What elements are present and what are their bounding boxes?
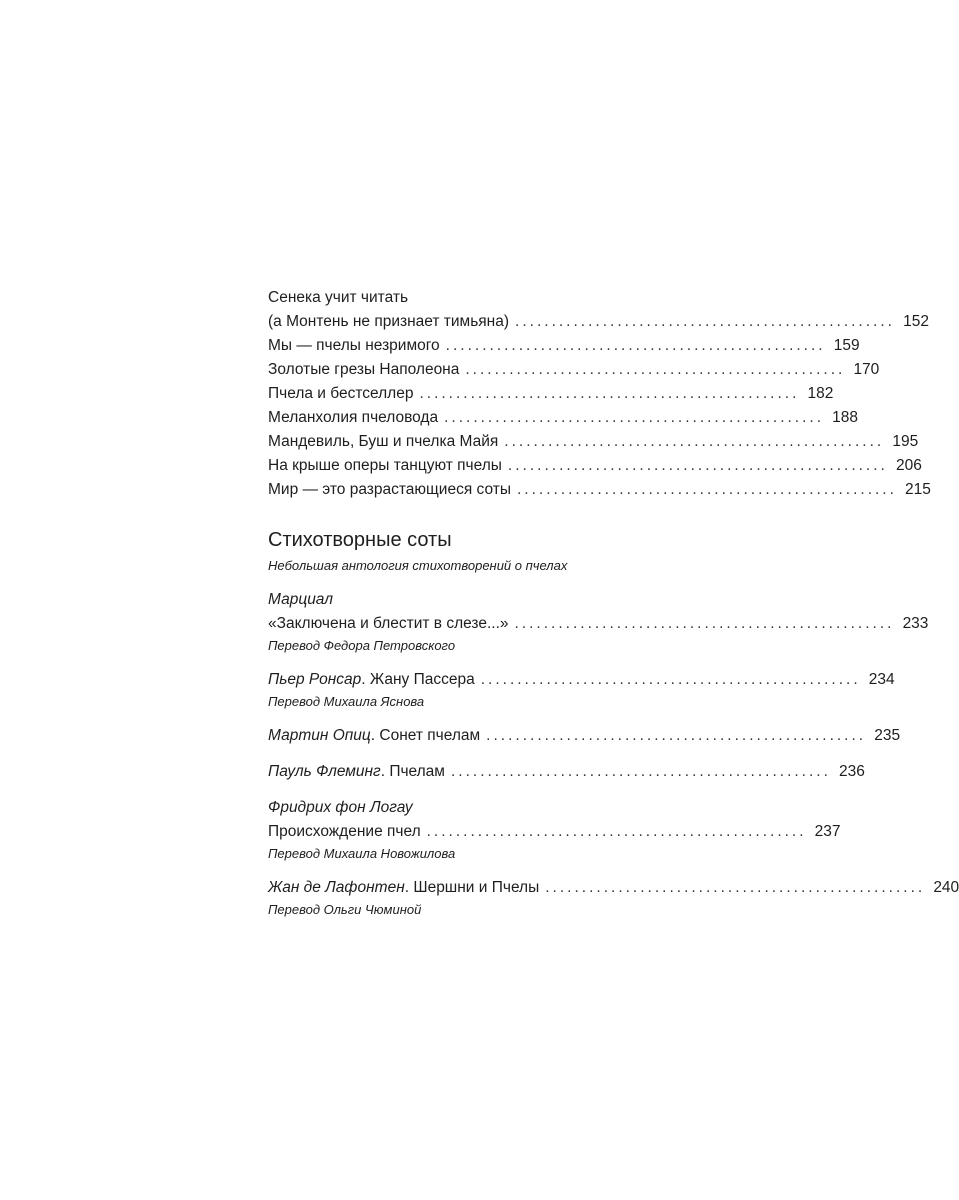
poem-title: . Пчелам [380,763,445,780]
poem-entry-fleming [268,760,865,784]
poem-title-line [268,724,480,748]
toc-entry [268,358,880,382]
toc-entry-title: Пчела и бестселлер [268,385,414,402]
toc-entry [268,876,959,900]
poem-title: Происхождение пчел [268,823,421,840]
poem-translator: Перевод Ольги Чюминой [268,902,422,917]
toc-entry-page: 240 [933,879,959,896]
toc-entry-title: На крыше оперы танцуют пчелы [268,457,502,474]
dot-leader: .................................................... [444,409,825,426]
toc-entry-page: 159 [833,337,860,354]
toc-entry [268,478,931,502]
toc-entry-page: 233 [902,615,929,632]
toc-entry-page: 237 [814,823,841,840]
toc-entry [268,724,901,748]
toc-entry-page: 182 [807,385,834,402]
section-subtitle: Небольшая антология стихотворений о пчелах [268,558,568,573]
toc-entry-title: Мир — это разрастающиеся соты [268,481,511,498]
dot-leader: .................................................... [480,671,861,688]
toc-entry [268,668,895,692]
toc-entry-page: 215 [905,481,931,498]
dot-leader: .................................................... [426,823,807,840]
poem-translator: Перевод Михаила Яснова [268,694,425,709]
toc-entry-title: Мандевиль, Буш и пчелка Майя [268,433,499,450]
poem-author: Марциал [268,591,333,608]
dot-leader: .................................................... [507,457,888,474]
poem-entry-opitz [268,724,901,748]
toc-entry [268,454,922,478]
poem-author: Мартин Опиц [268,727,371,744]
toc-entry [268,612,929,636]
table-of-contents [268,286,959,932]
poem-title-line [268,668,475,692]
toc-entry-page: 152 [903,313,929,330]
poem-author: Фридрих фон Логау [268,799,413,816]
poem-translator: Перевод Михаила Новожилова [268,846,456,861]
toc-entry [268,406,859,430]
toc-entry [268,760,865,784]
poem-title-line [268,760,445,784]
poem-author: Пьер Ронсар [268,671,362,688]
poem-title: . Шершни и Пчелы [404,879,540,896]
toc-entry-page: 188 [832,409,859,426]
dot-leader: .................................................... [514,615,895,632]
toc-entry [268,820,841,844]
poem-title: . Сонет пчелам [370,727,481,744]
dot-leader: .................................................... [515,313,895,330]
toc-entry-title: (а Монтень не признает тимьяна) [268,313,510,330]
dot-leader: .................................................... [450,763,831,780]
toc-entry-page: 236 [839,763,865,780]
toc-entry [268,334,860,358]
dot-leader: .................................................... [445,337,826,354]
dot-leader: .................................................... [516,481,897,498]
toc-entry-title: Мы — пчелы незримого [268,337,440,354]
dot-leader: .................................................... [545,879,926,896]
dot-leader: .................................................... [504,433,885,450]
poem-title: . Жану Пассера [361,671,475,688]
toc-entry-title: Меланхолия пчеловода [268,409,439,426]
toc-entry-page: 195 [892,433,919,450]
dot-leader: .................................................... [419,385,800,402]
toc-entry [268,382,834,406]
poem-author: Пауль Флеминг [268,763,381,780]
poem-entry-logau [268,796,841,864]
section-title: Стихотворные соты [268,529,452,551]
dot-leader: .................................................... [465,361,846,378]
poem-entry-marcial [268,588,929,656]
toc-entry-page: 170 [853,361,880,378]
toc-entry [268,430,919,454]
toc-entry-page: 235 [874,727,901,744]
poem-author: Жан де Лафонтен [268,879,405,896]
poem-entry-lafontaine [268,876,959,920]
poem-title: «Заключена и блестит в слезе...» [268,615,509,632]
toc-entry-title: Золотые грезы Наполеона [268,361,460,378]
toc-entry-page: 234 [868,671,895,688]
toc-entry-line: Сенека учит читать [268,289,409,306]
toc-entry-page: 206 [895,457,922,474]
toc-entry [268,310,929,334]
poem-translator: Перевод Федора Петровского [268,638,456,653]
poem-title-line [268,876,539,900]
poem-entry-ronsard [268,668,895,712]
dot-leader: .................................................... [486,727,867,744]
